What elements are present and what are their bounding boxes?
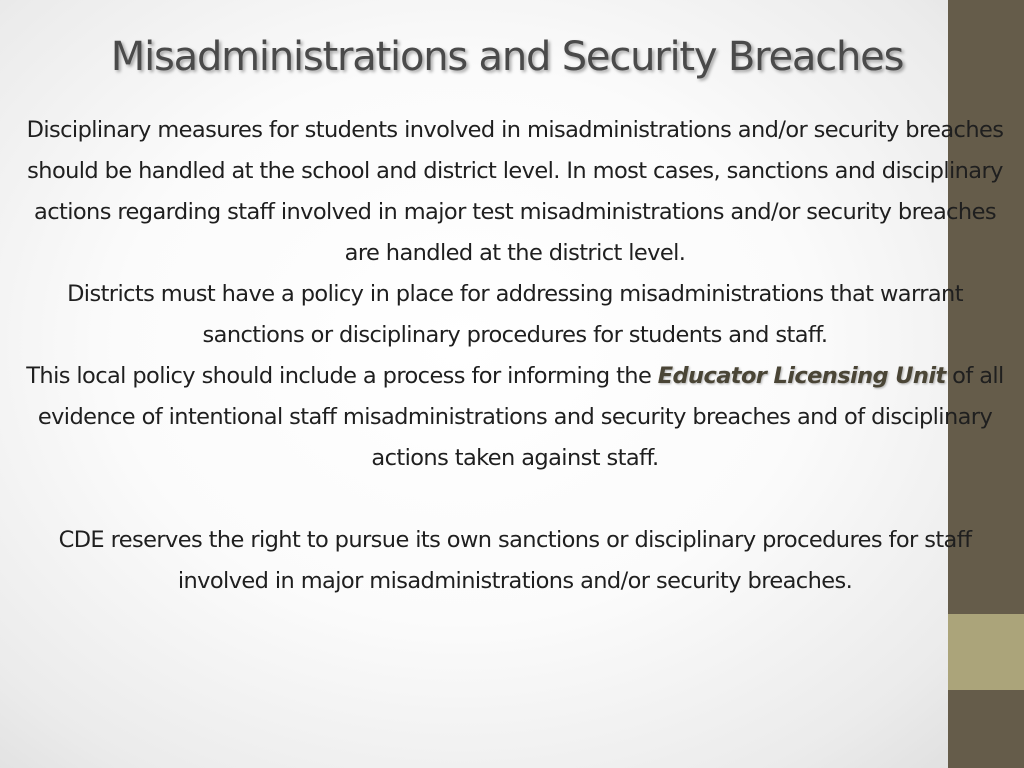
paragraph-cde-rights: CDE reserves the right to pursue its own sanctions or disciplinary procedures for staff involved in major misadministrations and/or security breaches. — [58, 527, 972, 594]
slide-body — [26, 110, 1004, 602]
educator-licensing-unit-emphasis: Educator Licensing Unit — [657, 363, 946, 389]
side-accent-decoration — [948, 614, 1024, 690]
local-policy-text-start: This local policy should include a process for informing the — [26, 363, 658, 389]
paragraph-spacer — [26, 479, 1004, 520]
paragraph-local-policy — [26, 356, 1004, 479]
paragraph-district-policy: Districts must have a policy in place for addressing misadministrations that warrant sanctions or disciplinary procedures for students and staff. — [67, 281, 963, 348]
local-policy-text-end: of all evidence of intentional staff misadministrations and security breaches and of disciplinary actions taken against staff. — [37, 363, 1004, 471]
paragraph-student-discipline: Disciplinary measures for students involved in misadministrations and/or security breaches should be handled at the school and district level. In most cases, sanctions and disciplinary actions regarding staff involved in major test misadministrations and/or security breaches are handled at the district level. — [26, 117, 1004, 266]
slide-title: Misadministrations and Security Breaches — [110, 34, 904, 80]
